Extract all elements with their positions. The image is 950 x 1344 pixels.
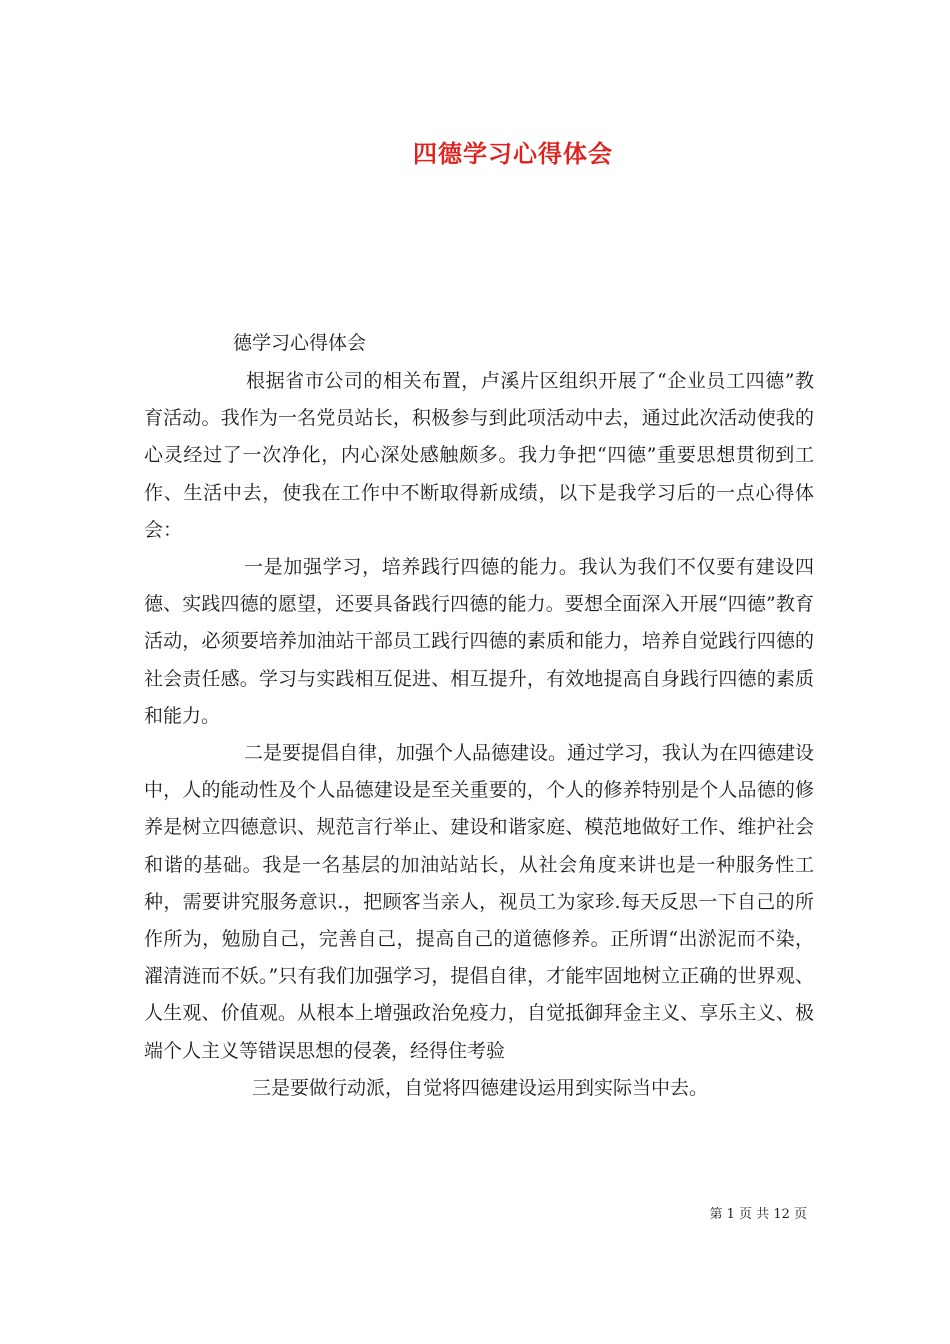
paragraph-point-two: 二是要提倡自律，加强个人品德建设。通过学习，我认为在四德建设中，人的能动性及个人品德建设是至关重要的，个人的修养特别是个人品德的修养是树立四德意识、规范言行举止、建设和谐家庭、模范地做好工作、维护社会和谐的基础。我是一名基层的加油站站长，从社会角度来讲也是一种服务性工种，需要讲究服务意识.，把顾客当亲人，视员工为家珍.每天反思一下自己的所作所为，勉励自己，完善自己，提高自己的道德修养。正所谓“出淤泥而不染，濯清涟而不妖。”只有我们加强学习，提倡自律，才能牢固地树立正确的世界观、人生观、价值观。从根本上增强政治免疫力，自觉抵御拜金主义、享乐主义、极端个人主义等错误思想的侵袭，经得住考验: [144, 742, 815, 1062]
page-number-footer: 第 1 页 共 12 页: [709, 1207, 807, 1222]
document-title: 四德学习心得体会: [413, 139, 613, 168]
paragraph-point-three: 三是要做行动派，自觉将四德建设运用到实际当中去。: [252, 1076, 709, 1099]
paragraph-intro: 根据省市公司的相关布置，卢溪片区组织开展了“企业员工四德”教育活动。我作为一名党员站长，积极参与到此项活动中去，通过此次活动使我的心灵经过了一次净化，内心深处感触颇多。我力争把“四德”重要思想贯彻到工作、生活中去，使我在工作中不断取得新成绩，以下是我学习后的一点心得体会：: [144, 370, 814, 541]
document-subtitle: 德学习心得体会: [233, 332, 367, 354]
document-body: [144, 363, 814, 1107]
paragraph-point-one: 一是加强学习，培养践行四德的能力。我认为我们不仅要有建设四德、实践四德的愿望，还要具备践行四德的能力。要想全面深入开展“四德”教育活动，必须要培养加油站干部员工践行四德的素质和能力，培养自觉践行四德的社会责任感。学习与实践相互促进、相互提升，有效地提高自身践行四德的素质和能力。: [144, 556, 814, 727]
